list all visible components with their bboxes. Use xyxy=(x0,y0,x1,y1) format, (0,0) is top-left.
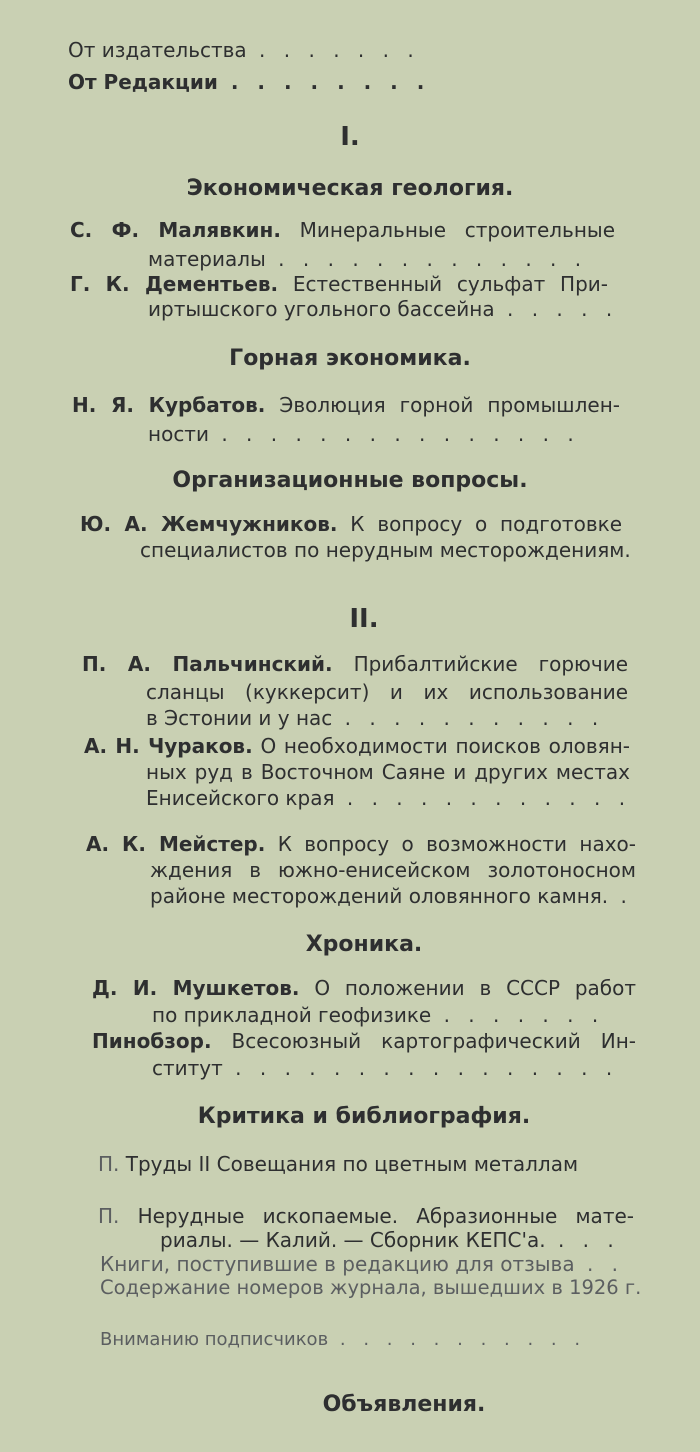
entry-title: К вопросу о подготовке xyxy=(350,512,622,536)
leader-dots: . . . . . . . . . . . xyxy=(328,1329,587,1350)
toc-entry-kurbatov xyxy=(72,393,620,417)
toc-entry-palchinsky-cont xyxy=(146,680,628,704)
leader-dots: . . . . . . . . . . . . . . . xyxy=(208,422,580,446)
toc-entry-editorial xyxy=(68,70,430,94)
leader-dots: . . . . . . . . . . . . xyxy=(334,786,632,810)
entry-title: К вопросу о возможности нахо- xyxy=(277,832,637,856)
leader-dots: . . . . . . . . . . . xyxy=(332,706,605,730)
heading-economic-geology: Экономическая геология. xyxy=(186,176,514,201)
entry-author: А. Н. Чураков. xyxy=(84,734,253,758)
entry-title-cont: ности xyxy=(148,422,209,446)
toc-entry-mushketov xyxy=(92,976,636,1000)
entry-title: О необходимости поисков оловян- xyxy=(260,734,630,758)
entry-title: О положении в СССР работ xyxy=(314,976,637,1000)
toc-entry-kurbatov-cont xyxy=(148,422,580,446)
heading-chronicle: Хроника. xyxy=(305,932,423,957)
toc-entry-zhemchuzhnikov-cont xyxy=(140,538,631,562)
toc-entry-malyavkin xyxy=(70,218,615,242)
toc-entry-dementyev-cont xyxy=(148,297,618,321)
entry-title: От Редакции xyxy=(68,70,218,94)
entry-title-cont: в Эстонии и у нас xyxy=(146,706,333,730)
toc-entry-churakov-cont2 xyxy=(146,786,631,810)
entry-author: Ю. А. Жемчужников. xyxy=(80,512,338,536)
entry-author: А. К. Мейстер. xyxy=(86,832,266,856)
toc-entry-palchinsky-cont2 xyxy=(146,706,604,730)
entry-title: Всесоюзный картографический Ин- xyxy=(231,1029,637,1053)
toc-entry-trudy xyxy=(98,1152,578,1176)
entry-title: Вниманию подписчиков xyxy=(100,1329,329,1350)
entry-title: От издательства xyxy=(68,38,247,62)
toc-entry-dementyev xyxy=(70,272,608,296)
entry-title: Содержание номеров журнала, вышедших в 1926 г. xyxy=(100,1276,642,1299)
toc-entry-malyavkin-cont xyxy=(148,247,587,271)
leader-dots: . . xyxy=(574,1252,625,1276)
entry-title: Прибалтийские горючие xyxy=(353,652,629,676)
toc-entry-nonmetallic xyxy=(98,1204,634,1228)
entry-title-cont: специалистов по нерудным месторождениям. xyxy=(140,538,631,562)
entry-author: С. Ф. Малявкин. xyxy=(70,218,281,242)
toc-entry-nonmetallic-cont xyxy=(160,1228,620,1252)
entry-title: Естественный сульфат При- xyxy=(292,272,608,296)
heading-advertisements: Объявления. xyxy=(322,1392,486,1417)
section-numeral-ii: II. xyxy=(349,604,379,634)
toc-entry-churakov xyxy=(84,734,630,758)
toc-entry-mushketov-cont xyxy=(152,1003,604,1027)
entry-author: Пинобзор. xyxy=(92,1029,212,1053)
toc-entry-meister-cont xyxy=(150,858,636,882)
entry-title-cont: риалы. — Калий. — Сборник КЕПС'а. xyxy=(160,1228,546,1252)
entry-title-cont: ждения в южно-енисейском золотоносном xyxy=(150,858,636,882)
leader-dots: . . . . . xyxy=(494,297,619,321)
entry-author: Н. Я. Курбатов. xyxy=(72,393,266,417)
entry-title-cont: ститут xyxy=(152,1056,223,1080)
heading-criticism: Критика и библиография. xyxy=(197,1104,531,1129)
entry-title: Эволюция горной промышлен- xyxy=(279,393,620,417)
toc-entry-zhemchuzhnikov xyxy=(80,512,622,536)
entry-author: П. xyxy=(98,1152,120,1176)
entry-title-cont: ных руд в Восточном Саяне и других местах xyxy=(146,760,630,784)
entry-title-cont: районе месторождений оловянного камня. xyxy=(150,884,609,908)
section-numeral-i: I. xyxy=(340,122,360,152)
entry-title: Книги, поступившие в редакцию для отзыва xyxy=(100,1252,575,1276)
leader-dots: . . . . . . . . . . . . . . . . xyxy=(222,1056,619,1080)
toc-entry-publisher xyxy=(68,38,420,62)
entry-title-cont: по прикладной геофизике xyxy=(152,1003,432,1027)
entry-author: Г. К. Дементьев. xyxy=(70,272,279,296)
leader-dots: . . . . . . . xyxy=(246,38,420,62)
entry-title: Минеральные строительные xyxy=(299,218,616,242)
toc-entry-churakov-cont xyxy=(146,760,630,784)
entry-title: Труды II Совещания по цветным металлам xyxy=(125,1152,579,1176)
leader-dots: . . . . . . . . . . . . . xyxy=(265,247,588,271)
toc-entry-contents-1926 xyxy=(100,1276,641,1300)
entry-author: П. А. Пальчинский. xyxy=(82,652,333,676)
leader-dots: . . . . . . . xyxy=(431,1003,605,1027)
toc-entry-pinobzor xyxy=(92,1029,636,1053)
toc-entry-meister xyxy=(86,832,636,856)
toc-entry-pinobzor-cont xyxy=(152,1056,618,1080)
entry-title-cont: иртышского угольного бассейна xyxy=(148,297,495,321)
toc-entry-palchinsky xyxy=(82,652,628,676)
toc-entry-subscribers xyxy=(100,1328,586,1352)
entry-author: П. xyxy=(98,1204,120,1228)
leader-dots: . . . xyxy=(545,1228,620,1252)
heading-mining-economics: Горная экономика. xyxy=(229,346,471,371)
heading-organizational: Организационные вопросы. xyxy=(172,468,528,493)
leader-dots: . . . . . . . . xyxy=(217,70,431,94)
entry-title: Нерудные ископаемые. Абразионные мате- xyxy=(137,1204,634,1228)
leader-dots: . xyxy=(608,884,633,908)
entry-title-cont: Енисейского края xyxy=(146,786,335,810)
toc-entry-books-received xyxy=(100,1252,624,1276)
entry-title-cont: сланцы (куккерсит) и их использование xyxy=(146,680,628,704)
entry-title-cont: материалы xyxy=(148,247,266,271)
entry-author: Д. И. Мушкетов. xyxy=(92,976,300,1000)
toc-entry-meister-cont2 xyxy=(150,884,633,908)
